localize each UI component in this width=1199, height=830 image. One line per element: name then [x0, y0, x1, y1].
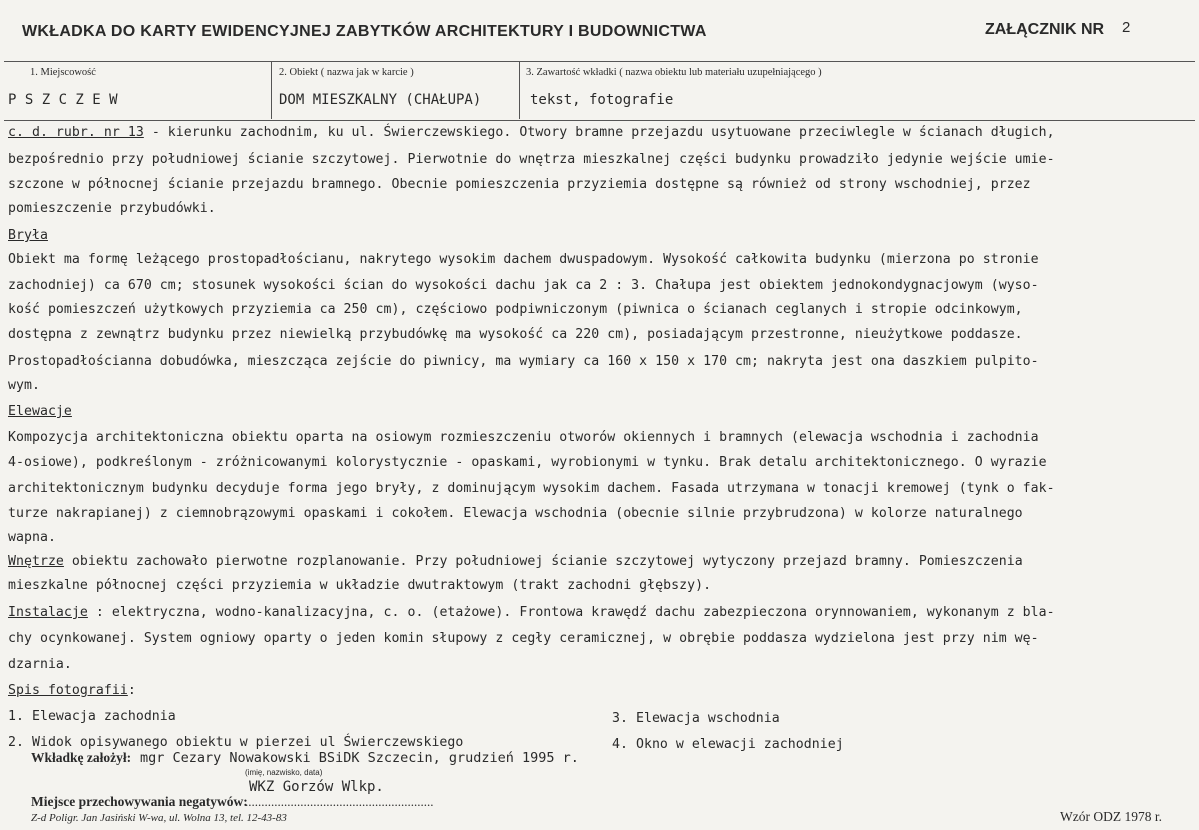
text-line: dostępna z zewnątrz budynku przez niewielką przybudówkę ma wysokość ca 220 cm), posiadającym przestronne, nieużytkowe poddasze. — [8, 327, 1023, 342]
author-value: mgr Cezary Nowakowski BSiDK Szczecin, grudzień 1995 r. — [140, 750, 579, 766]
section-heading-photos: Spis fotografii — [8, 683, 128, 698]
section-heading-bryla: Bryła — [8, 228, 48, 243]
negatives-value: WKZ Gorzów Wlkp. — [249, 779, 384, 795]
text-line: pomieszczenie przybudówki. — [8, 201, 216, 216]
text-line — [8, 554, 1023, 569]
text-fragment: : elektryczna, wodno-kanalizacyjna, c. o. (etażowe). Frontowa krawędź dachu zabezpieczona orynnowaniem, wykonanym z bla- — [87, 605, 1055, 620]
negatives-dotted-line: .......................................................... — [245, 794, 434, 809]
text-line — [8, 683, 136, 698]
negatives-label: Miejsce przechowywania negatywów: — [31, 794, 248, 809]
text-line: bezpośrednio przy południowej ścianie szczytowej. Pierwotnie do wnętrza mieszkalnej części budynku prowadziło jedynie wejście umie- — [8, 152, 1055, 167]
document-title: WKŁADKA DO KARTY EWIDENCYJNEJ ZABYTKÓW ARCHITEKTURY I BUDOWNICTWA — [22, 23, 707, 40]
section-heading-elewacje: Elewacje — [8, 404, 72, 419]
text-line: Kompozycja architektoniczna obiektu oparta na osiowym rozmieszczeniu otworów okiennych i bramnych (elewacja wschodnia i zachodnia — [8, 430, 1039, 445]
form-id: Wzór ODZ 1978 r. — [1060, 809, 1162, 824]
printer-info: Z-d Poligr. Jan Jasiński W-wa, ul. Wolna 13, tel. 12-43-83 — [31, 812, 287, 824]
contents-label: 3. Zawartość wkładki ( nazwa obiektu lub materiału uzupełniającego ) — [526, 67, 822, 78]
appendix-label: ZAŁĄCZNIK NR — [985, 21, 1105, 38]
heading-colon: : — [127, 683, 136, 698]
text-fragment: obiektu zachowało pierwotne rozplanowanie. Przy południowej ścianie szczytowej wytyczony przejazd bramny. Pomieszczenia — [63, 554, 1023, 569]
photo-item: 3. Elewacja wschodnia — [612, 711, 780, 726]
text-line: architektonicznym budynku decyduje forma jego bryły, z dominującym wysokim dachem. Fasada utrzymana w tonacji kremowej (tynk o fak- — [8, 481, 1055, 496]
text-line: Prostopadłościanna dobudówka, mieszcząca zejście do piwnicy, ma wymiary ca 160 x 150 x 170 cm; nakryta jest ona daszkiem pulpito- — [8, 354, 1039, 369]
appendix-number: 2 — [1122, 19, 1131, 36]
text-line: turze nakrapianej) z ciemnobrązowymi opaskami i cokołem. Elewacja wschodnia (obecnie silnie przybrudzona) w kolorze naturalnego — [8, 506, 1023, 521]
contents-value: tekst, fotografie — [530, 92, 674, 108]
continuation-ref: c. d. rubr. nr 13 — [8, 125, 144, 140]
text-line: chy ocynkowanej. System ogniowy oparty o jeden komin słupowy z cegły ceramicznej, w obrębie poddasza wydzielona jest przy nim wę- — [8, 631, 1039, 646]
place-label: 1. Miejscowość — [30, 67, 96, 78]
section-heading-wnetrze: Wnętrze — [8, 554, 64, 569]
text-line: zachodniej) ca 670 cm; stosunek wysokości ścian do wysokości dachu jak ca 2 : 3. Chałupa jest obiektem jednokondygnacjowym (wyso- — [8, 278, 1039, 293]
text-line: szczone w północnej ścianie przejazdu bramnego. Obecnie pomieszczenia przyziemia dostępne są również od strony wschodniej, przez — [8, 177, 1031, 192]
text-line: wapna. — [8, 530, 56, 545]
text-fragment: - kierunku zachodnim, ku ul. Świerczewskiego. Otwory bramne przejazdu usytuowane przeciwlegle w ścianach długich, — [143, 125, 1055, 140]
object-value: DOM MIESZKALNY (CHAŁUPA) — [279, 92, 482, 108]
place-value: P S Z C Z E W — [8, 92, 118, 108]
text-line — [8, 125, 1055, 140]
text-line — [8, 605, 1055, 620]
text-line: wym. — [8, 378, 40, 393]
section-heading-instalacje: Instalacje — [8, 605, 88, 620]
text-line: mieszkalne północnej części przyziemia w układzie dwutraktowym (trakt zachodni głębszy). — [8, 578, 712, 593]
column-divider — [519, 61, 520, 119]
text-line: dzarnia. — [8, 657, 72, 672]
photo-item: 1. Elewacja zachodnia — [8, 709, 176, 724]
photo-item: 2. Widok opisywanego obiektu w pierzei ul Świerczewskiego — [8, 735, 464, 750]
author-label: Wkładkę założył: — [31, 750, 132, 765]
author-note: (imię, nazwisko, data) — [245, 768, 323, 777]
photo-item: 4. Okno w elewacji zachodniej — [612, 737, 844, 752]
column-divider — [271, 61, 272, 119]
text-line: Obiekt ma formę leżącego prostopadłościanu, nakrytego wysokim dachem dwuspadowym. Wysokość całkowita budynku (mierzona po stronie — [8, 252, 1039, 267]
object-label: 2. Obiekt ( nazwa jak w karcie ) — [279, 67, 414, 78]
text-line: 4-osiowe), podkreślonym - zróżnicowanymi kolorystycznie - opaskami, wyrobionymi w tynku. Brak detalu architektonicznego. O wyrazie — [8, 455, 1047, 470]
text-line: kość pomieszczeń użytkowych przyziemia ca 250 cm), częściowo podpiwniczonym (piwnica o ścianach ceglanych i stropie odcinkowym, — [8, 302, 1023, 317]
